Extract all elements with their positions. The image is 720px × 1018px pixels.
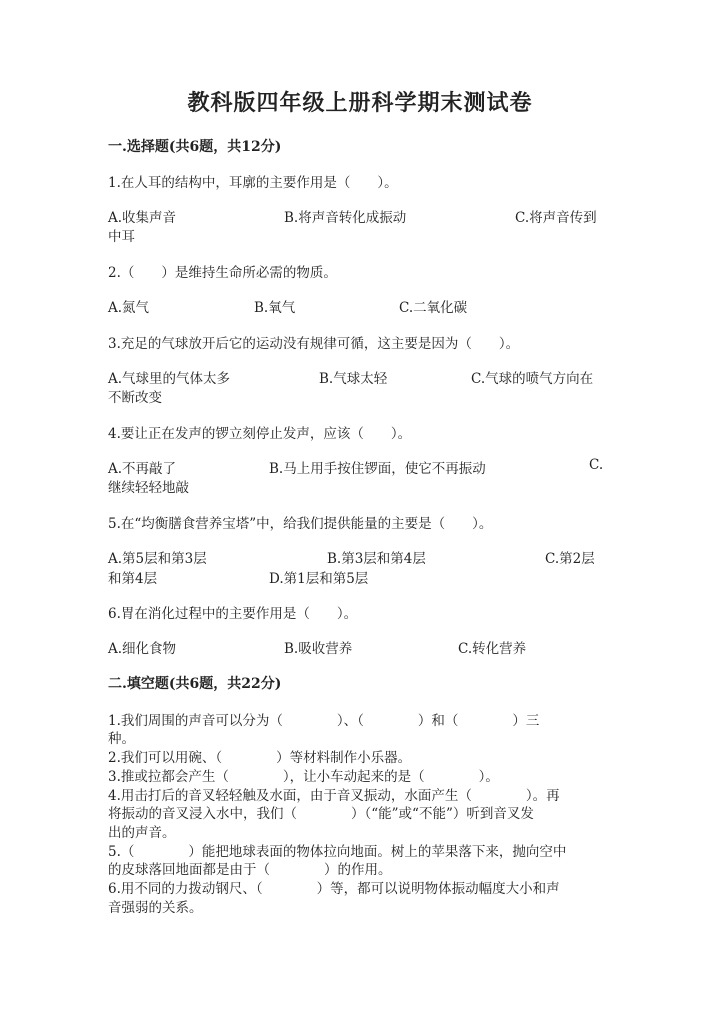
fill-line: 2.我们可以用碗、（ ）等材料制作小乐器。	[108, 750, 412, 766]
section-heading-choice: 一.选择题(共6题，共12分)	[108, 139, 282, 155]
fill-line: 种。	[108, 731, 135, 747]
question-3-option-c-continued: 不断改变	[108, 390, 162, 406]
question-2-option-a: A.氮气	[108, 300, 150, 316]
question-4-stem: 4.要让正在发声的锣立刻停止发声，应该（ ）。	[108, 426, 412, 442]
question-3-option-c: C.气球的喷气方向在	[471, 371, 594, 387]
exam-title: 教科版四年级上册科学期末测试卷	[187, 90, 533, 116]
fill-line: 6.用不同的力拨动钢尺、（ ）等，都可以说明物体振动幅度大小和声	[108, 881, 560, 897]
question-6-option-b: B.吸收营养	[284, 641, 353, 657]
question-1-option-b: B.将声音转化成振动	[284, 210, 407, 226]
fill-line: 的皮球落回地面都是由于（ ）的作用。	[108, 862, 392, 878]
fill-line: 音强弱的关系。	[108, 900, 203, 916]
question-1-option-c-continued: 中耳	[108, 229, 135, 245]
fill-line: 1.我们周围的声音可以分为（ ）、（ ）和（ ）三	[108, 713, 540, 729]
question-3-option-b: B.气球太轻	[319, 371, 388, 387]
question-1-stem: 1.在人耳的结构中，耳廓的主要作用是（ ）。	[108, 175, 398, 191]
question-5-option-c: C.第2层	[545, 551, 595, 567]
fill-line: 4.用击打后的音叉轻轻触及水面，由于音叉振动，水面产生（ ）。再	[108, 788, 560, 804]
fill-line: 3.推或拉都会产生（ ），让小车动起来的是（ ）。	[108, 769, 499, 785]
question-6-option-a: A.细化食物	[108, 641, 177, 657]
fill-line: 将振动的音叉浸入水中，我们（ ）（“能”或“不能”）听到音叉发	[108, 806, 534, 822]
question-3-option-a: A.气球里的气体太多	[108, 371, 231, 387]
question-5-option-b: B.第3层和第4层	[327, 551, 426, 567]
fill-line: 出的声音。	[108, 825, 176, 841]
question-3-stem: 3.充足的气球放开后它的运动没有规律可循，这主要是因为（ ）。	[108, 336, 520, 352]
section-heading-fill-blank: 二.填空题(共6题，共22分)	[108, 676, 282, 692]
question-1-option-c: C.将声音传到	[515, 210, 597, 226]
question-4-option-c: C.	[589, 457, 604, 473]
question-2-option-c: C.二氧化碳	[399, 300, 468, 316]
fill-line: 5.（ ）能把地球表面的物体拉向地面。树上的苹果落下来，抛向空中	[108, 844, 567, 860]
question-4-option-c-continued: 继续轻轻地敲	[108, 480, 189, 496]
question-5-option-a: A.第5层和第3层	[108, 551, 207, 567]
question-2-stem: 2.（ ）是维持生命所必需的物质。	[108, 265, 337, 281]
question-6-option-c: C.转化营养	[458, 641, 527, 657]
question-4-option-a: A.不再敲了	[108, 461, 177, 477]
question-1-option-a: A.收集声音	[108, 210, 177, 226]
question-2-option-b: B.氧气	[254, 300, 296, 316]
question-5-stem: 5.在“均衡膳食营养宝塔”中，给我们提供能量的主要是（ ）。	[108, 516, 493, 532]
question-4-option-b: B.马上用手按住锣面，使它不再振动	[269, 461, 486, 477]
question-5-option-c-continued: 和第4层	[108, 571, 158, 587]
question-5-option-d: D.第1层和第5层	[269, 571, 369, 587]
question-6-stem: 6.胃在消化过程中的主要作用是（ ）。	[108, 606, 358, 622]
